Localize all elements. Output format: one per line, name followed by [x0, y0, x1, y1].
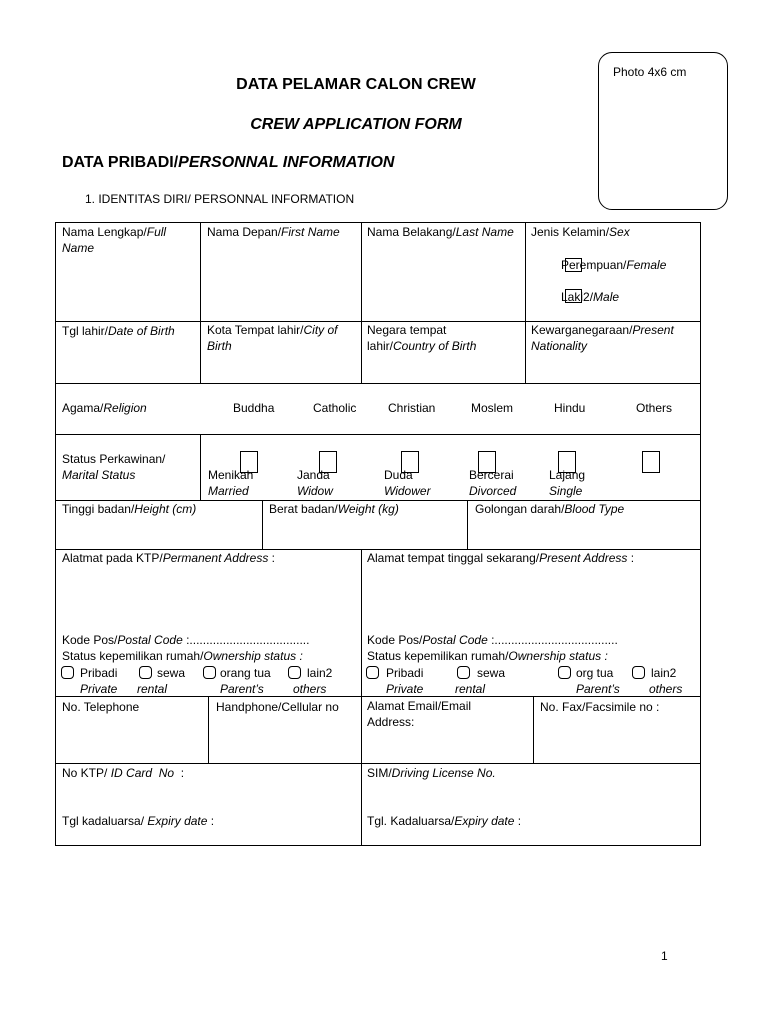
postal-code-left[interactable]: Kode Pos/Postal Code :.................................... [62, 633, 310, 647]
own-left-private: Pribadi Private [80, 666, 118, 696]
own-right-parents: org tua Parent’s [576, 666, 620, 696]
own-left-parents: orang tua Parent’s [220, 666, 271, 696]
telephone-label: No. Telephone [62, 700, 140, 714]
religion-checkbox-others[interactable] [642, 451, 660, 473]
nationality-label: Kewarganegaraan/Present Nationality [531, 323, 674, 353]
female-label: Perempuan/Female [561, 258, 667, 272]
sex-label: Jenis Kelamin/Sex [531, 225, 630, 239]
driving-license-label: SIM/Driving License No. [367, 766, 496, 780]
section-title: DATA PRIBADI/PERSONNAL INFORMATION [62, 154, 395, 171]
handphone-label: Handphone/Cellular no [216, 700, 339, 714]
marital-option-widow[interactable]: Janda Widow [297, 468, 333, 498]
religion-option-catholic[interactable]: Catholic [313, 401, 357, 415]
last-name-label: Nama Belakang/Last Name [367, 225, 514, 239]
email-label: Alamat Email/Email Address: [367, 699, 472, 729]
religion-option-buddha[interactable]: Buddha [233, 401, 275, 415]
ownership-label-left: Status kepemilikan rumah/Ownership status : [62, 649, 303, 663]
present-address-label: Alamat tempat tinggal sekarang/Present Address : [367, 551, 635, 565]
photo-label: Photo 4x6 cm [613, 65, 687, 79]
own-right-private-radio[interactable] [366, 666, 379, 679]
religion-label: Agama/Religion [62, 401, 147, 415]
full-name-label: Nama Lengkap/Full Name [62, 225, 167, 255]
own-left-others: lain2 others [293, 666, 333, 696]
own-right-others: lain2 others [649, 666, 683, 696]
religion-option-others[interactable]: Others [636, 401, 673, 415]
own-left-rental: sewa rental [137, 666, 186, 696]
religion-option-hindu[interactable]: Hindu [554, 401, 586, 415]
subsection-title: 1. IDENTITAS DIRI/ PERSONNAL INFORMATION [85, 192, 355, 206]
marital-option-widower[interactable]: Duda Widower [384, 468, 431, 498]
weight-label: Berat badan/Weight (kg) [269, 502, 399, 516]
own-right-private: Pribadi Private [386, 666, 424, 696]
first-name-label: Nama Depan/First Name [207, 225, 340, 239]
height-label: Tinggi badan/Height (cm) [62, 502, 197, 516]
own-left-private-radio[interactable] [61, 666, 74, 679]
city-birth-label: Kota Tempat lahir/City of Birth [207, 323, 338, 353]
permanent-address-label: Alatmat pada KTP/Permanent Address : [62, 551, 275, 565]
form-subtitle: CREW APPLICATION FORM [250, 116, 462, 133]
expiry-date-left: Tgl kadaluarsa/ Expiry date : [62, 814, 215, 828]
religion-option-moslem[interactable]: Moslem [471, 401, 514, 415]
dob-label: Tgl lahir/Date of Birth [62, 324, 175, 338]
photo-box[interactable] [598, 52, 728, 210]
fax-label: No. Fax/Facsimile no : [540, 700, 660, 714]
religion-option-christian[interactable]: Christian [388, 401, 436, 415]
page-number: 1 [661, 949, 668, 963]
ownership-label-right: Status kepemilikan rumah/Ownership status : [367, 649, 608, 663]
postal-code-right[interactable]: Kode Pos/Postal Code :..................................... [367, 633, 618, 647]
own-left-parents-radio[interactable] [203, 666, 216, 679]
form-title: DATA PELAMAR CALON CREW [236, 76, 476, 93]
marital-option-divorced[interactable]: Bercerai Divorced [469, 468, 517, 498]
own-right-rental: sewa rental [455, 666, 506, 696]
marital-label: Status Perkawinan/ Marital Status [62, 452, 166, 482]
ktp-label: No KTP/ ID Card No : [62, 766, 185, 780]
marital-option-single[interactable]: Lajang Single [549, 468, 586, 498]
blood-type-label: Golongan darah/Blood Type [475, 502, 625, 516]
marital-option-married[interactable]: Menikah Married [208, 468, 254, 498]
expiry-date-right: Tgl. Kadaluarsa/Expiry date : [367, 814, 522, 828]
male-label: Laki2/Male [561, 290, 620, 304]
country-birth-label: Negara tempat lahir/Country of Birth [367, 323, 477, 353]
own-right-parents-radio[interactable] [558, 666, 571, 679]
